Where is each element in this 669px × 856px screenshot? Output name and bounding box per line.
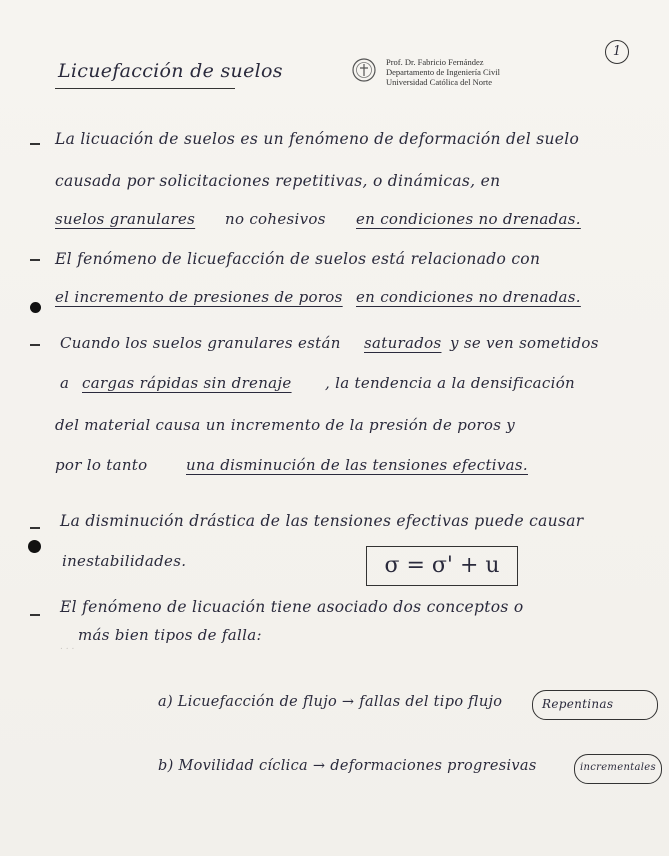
list-item-b-note: incrementales xyxy=(580,762,656,773)
effective-stress-formula-box xyxy=(366,546,518,586)
paragraph-3-line-1a: Cuando los suelos granulares están xyxy=(60,334,341,352)
paragraph-3-line-2a: a xyxy=(60,374,70,392)
university-name: Universidad Católica del Norte xyxy=(386,77,492,87)
university-seal-icon xyxy=(352,58,376,82)
paragraph-3-line-4b: una disminución de las tensiones efectivas. xyxy=(186,456,528,474)
paragraph-4-line-1: La disminución drástica de las tensiones efectivas puede causar xyxy=(60,512,584,530)
paragraph-2-line-2a: el incremento de presiones de poros xyxy=(55,288,343,306)
paragraph-2-line-2b: en condiciones no drenadas. xyxy=(356,288,581,306)
margin-dot xyxy=(30,302,41,313)
list-item-a-note: Repentinas xyxy=(542,697,614,711)
paragraph-3-line-2c: , la tendencia a la densificación xyxy=(325,374,575,392)
paragraph-2-line-1: El fenómeno de licuefacción de suelos está relacionado con xyxy=(55,250,541,268)
author-name: Prof. Dr. Fabricio Fernández xyxy=(386,57,484,67)
paragraph-1-line-2: causada por solicitaciones repetitivas, o dinámicas, en xyxy=(55,172,501,190)
paragraph-3-line-3: del material causa un incremento de la presión de poros y xyxy=(55,416,516,434)
bullet-dash xyxy=(30,259,40,261)
paragraph-3-line-4a: por lo tanto xyxy=(55,456,148,474)
paragraph-5-line-2: más bien tipos de falla: xyxy=(78,626,262,644)
paragraph-1-line-3c: en condiciones no drenadas. xyxy=(356,210,581,228)
paragraph-1-line-3b: no cohesivos xyxy=(225,210,326,228)
page-number: 1 xyxy=(605,40,629,64)
margin-dot xyxy=(28,540,41,553)
paragraph-5-line-1: El fenómeno de licuación tiene asociado dos conceptos o xyxy=(60,598,524,616)
paragraph-4-line-2: inestabilidades. xyxy=(62,552,187,570)
bullet-dash xyxy=(30,143,40,145)
bullet-dash xyxy=(30,614,40,616)
paragraph-3-line-1c: y se ven sometidos xyxy=(450,334,599,352)
effective-stress-formula: σ = σ' + u xyxy=(384,553,500,578)
list-item-b: b) Movilidad cíclica → deformaciones progresivas xyxy=(158,758,537,774)
faint-marks: . . . xyxy=(60,642,75,652)
bullet-dash xyxy=(30,527,40,529)
department-name: Departamento de Ingeniería Civil xyxy=(386,67,500,77)
paragraph-3-line-1b: saturados xyxy=(364,334,442,352)
paragraph-1-line-1: La licuación de suelos es un fenómeno de deformación del suelo xyxy=(55,130,580,148)
paragraph-3-line-2b: cargas rápidas sin drenaje xyxy=(82,374,292,392)
title-underline xyxy=(55,88,235,89)
page-title: Licuefacción de suelos xyxy=(58,60,283,82)
bullet-dash xyxy=(30,344,40,346)
list-item-a: a) Licuefacción de flujo → fallas del tipo flujo xyxy=(158,694,503,710)
paragraph-1-line-3a: suelos granulares xyxy=(55,210,196,228)
